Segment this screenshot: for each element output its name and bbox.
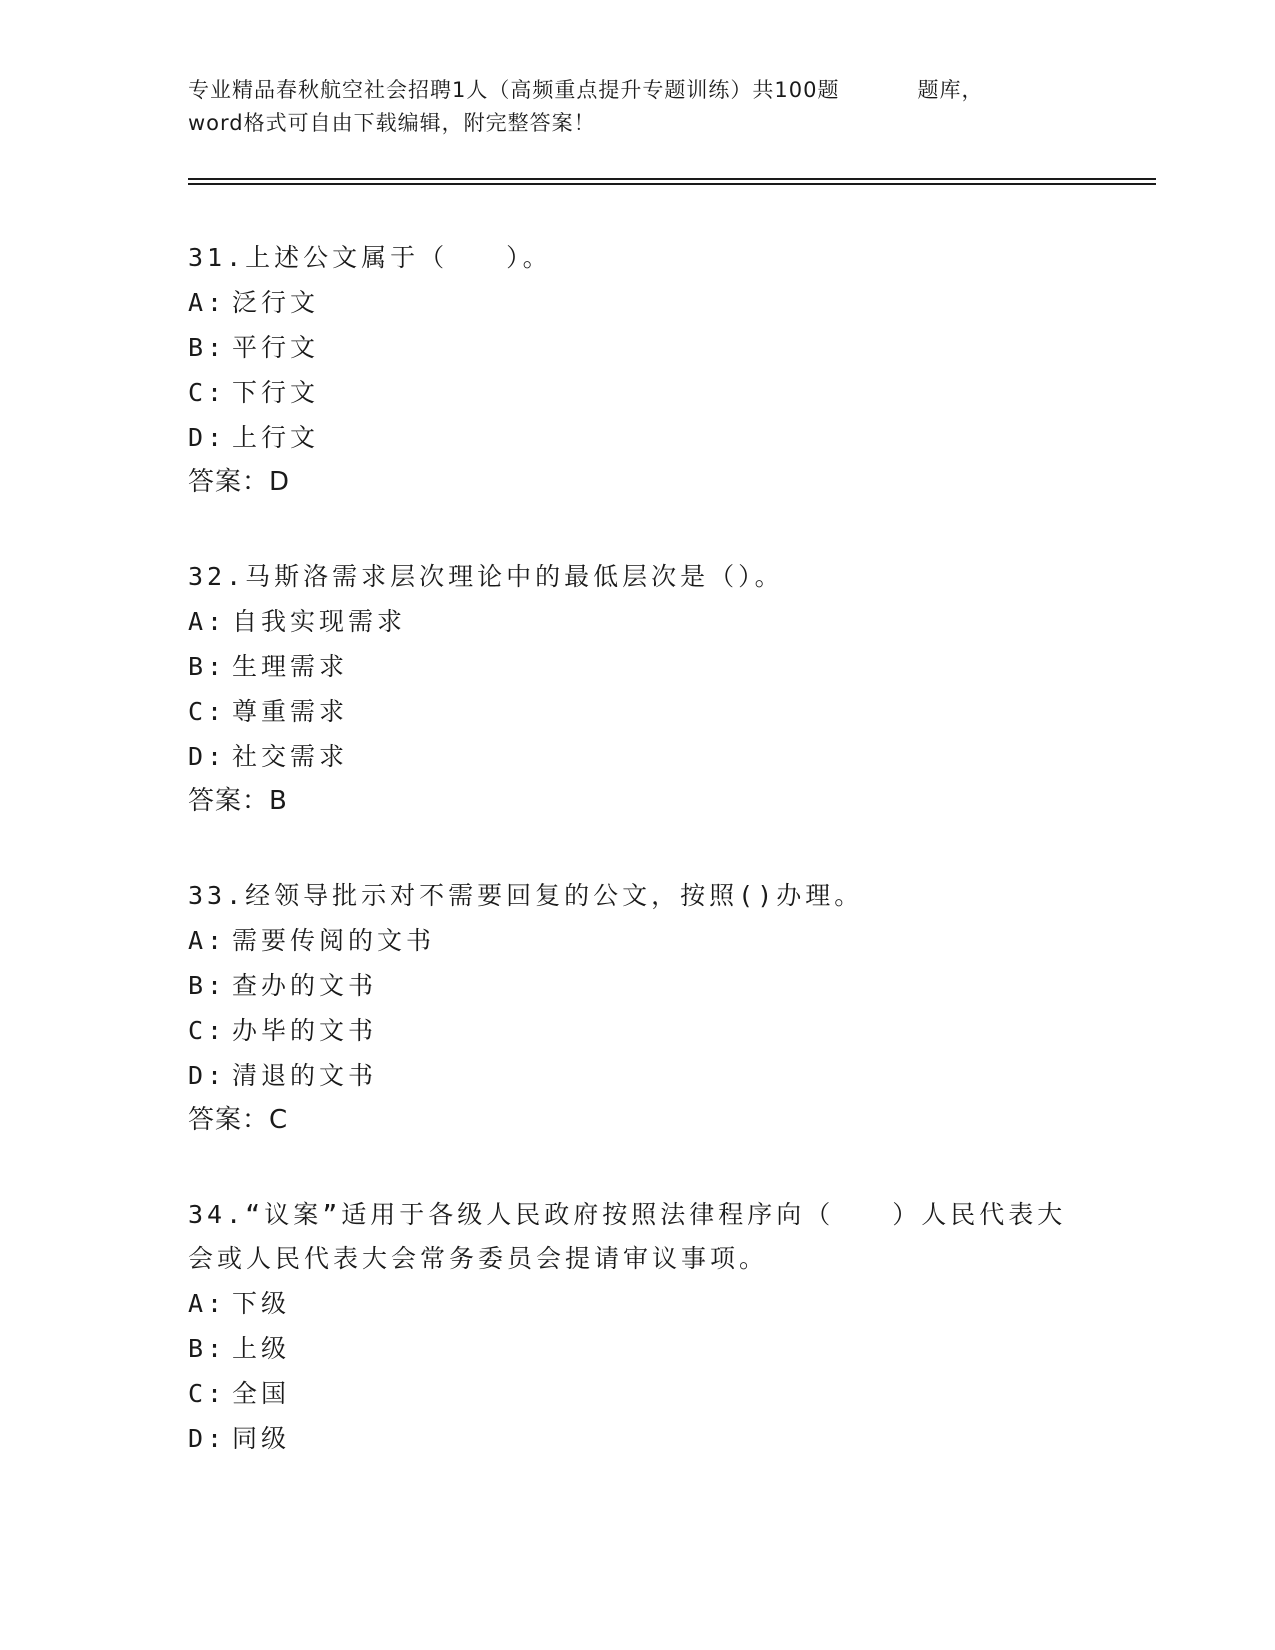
option-text: 尊重需求 [232, 697, 349, 726]
option-text: 平行文 [232, 333, 320, 362]
question-33 [188, 874, 1088, 1143]
header-title-line [188, 74, 1088, 107]
option-label: A: [188, 288, 227, 317]
option-c [188, 1008, 1088, 1053]
option-text: 上级 [232, 1334, 291, 1363]
question-stem: 33.经领导批示对不需要回复的公文，按照()办理。 [188, 881, 864, 910]
header-divider-top [188, 178, 1156, 180]
option-text: 清退的文书 [232, 1061, 378, 1090]
header-title-suffix: 题库， [917, 78, 984, 102]
option-label: A: [188, 1289, 227, 1318]
option-c [188, 370, 1088, 415]
question-stem: 32.马斯洛需求层次理论中的最低层次是（）。 [188, 562, 784, 591]
option-a [188, 280, 1088, 325]
option-label: A: [188, 926, 227, 955]
option-text: 下行文 [232, 378, 320, 407]
option-text: 上行文 [232, 423, 320, 452]
question-stem: 31.上述公文属于（ ）。 [188, 243, 552, 272]
question-31 [188, 236, 1088, 505]
option-text: 自我实现需求 [232, 607, 407, 636]
option-d [188, 1416, 1088, 1461]
option-b [188, 963, 1088, 1008]
option-text: 查办的文书 [232, 971, 378, 1000]
question-34 [188, 1193, 1088, 1461]
answer-line: 答案：D [188, 467, 291, 497]
option-d [188, 734, 1088, 779]
header-gap [839, 74, 917, 107]
option-text: 同级 [232, 1424, 291, 1453]
option-label: B: [188, 333, 227, 362]
option-text: 泛行文 [232, 288, 320, 317]
option-label: B: [188, 971, 227, 1000]
header-divider-bottom [188, 183, 1156, 185]
answer-line: 答案：B [188, 786, 288, 816]
option-label: D: [188, 1061, 227, 1090]
option-label: B: [188, 652, 227, 681]
answer-line: 答案：C [188, 1105, 289, 1135]
option-label: D: [188, 423, 227, 452]
option-c [188, 1371, 1088, 1416]
option-label: D: [188, 1424, 227, 1453]
question-stem-line-1: 34.“议案”适用于各级人民政府按照法律程序向（ ）人民代表大 [188, 1200, 1067, 1229]
option-text: 全国 [232, 1379, 291, 1408]
header-title: 专业精品春秋航空社会招聘1人（高频重点提升专题训练）共100题 [188, 78, 840, 102]
option-label: C: [188, 1016, 227, 1045]
option-d [188, 1053, 1088, 1098]
option-b [188, 644, 1088, 689]
option-b [188, 325, 1088, 370]
option-text: 办毕的文书 [232, 1016, 378, 1045]
document-header [188, 74, 1088, 140]
option-label: C: [188, 697, 227, 726]
question-32 [188, 555, 1088, 824]
option-b [188, 1326, 1088, 1371]
option-text: 需要传阅的文书 [232, 926, 436, 955]
option-label: B: [188, 1334, 227, 1363]
question-stem-line-2: 会或人民代表大会常务委员会提请审议事项。 [188, 1244, 769, 1273]
option-a [188, 1281, 1088, 1326]
option-d [188, 415, 1088, 460]
option-label: C: [188, 378, 227, 407]
option-a [188, 599, 1088, 644]
option-label: D: [188, 742, 227, 771]
option-a [188, 918, 1088, 963]
option-text: 生理需求 [232, 652, 349, 681]
option-text: 社交需求 [232, 742, 349, 771]
header-subtitle: word格式可自由下载编辑，附完整答案！ [188, 111, 596, 135]
option-label: C: [188, 1379, 227, 1408]
option-text: 下级 [232, 1289, 291, 1318]
option-label: A: [188, 607, 227, 636]
option-c [188, 689, 1088, 734]
